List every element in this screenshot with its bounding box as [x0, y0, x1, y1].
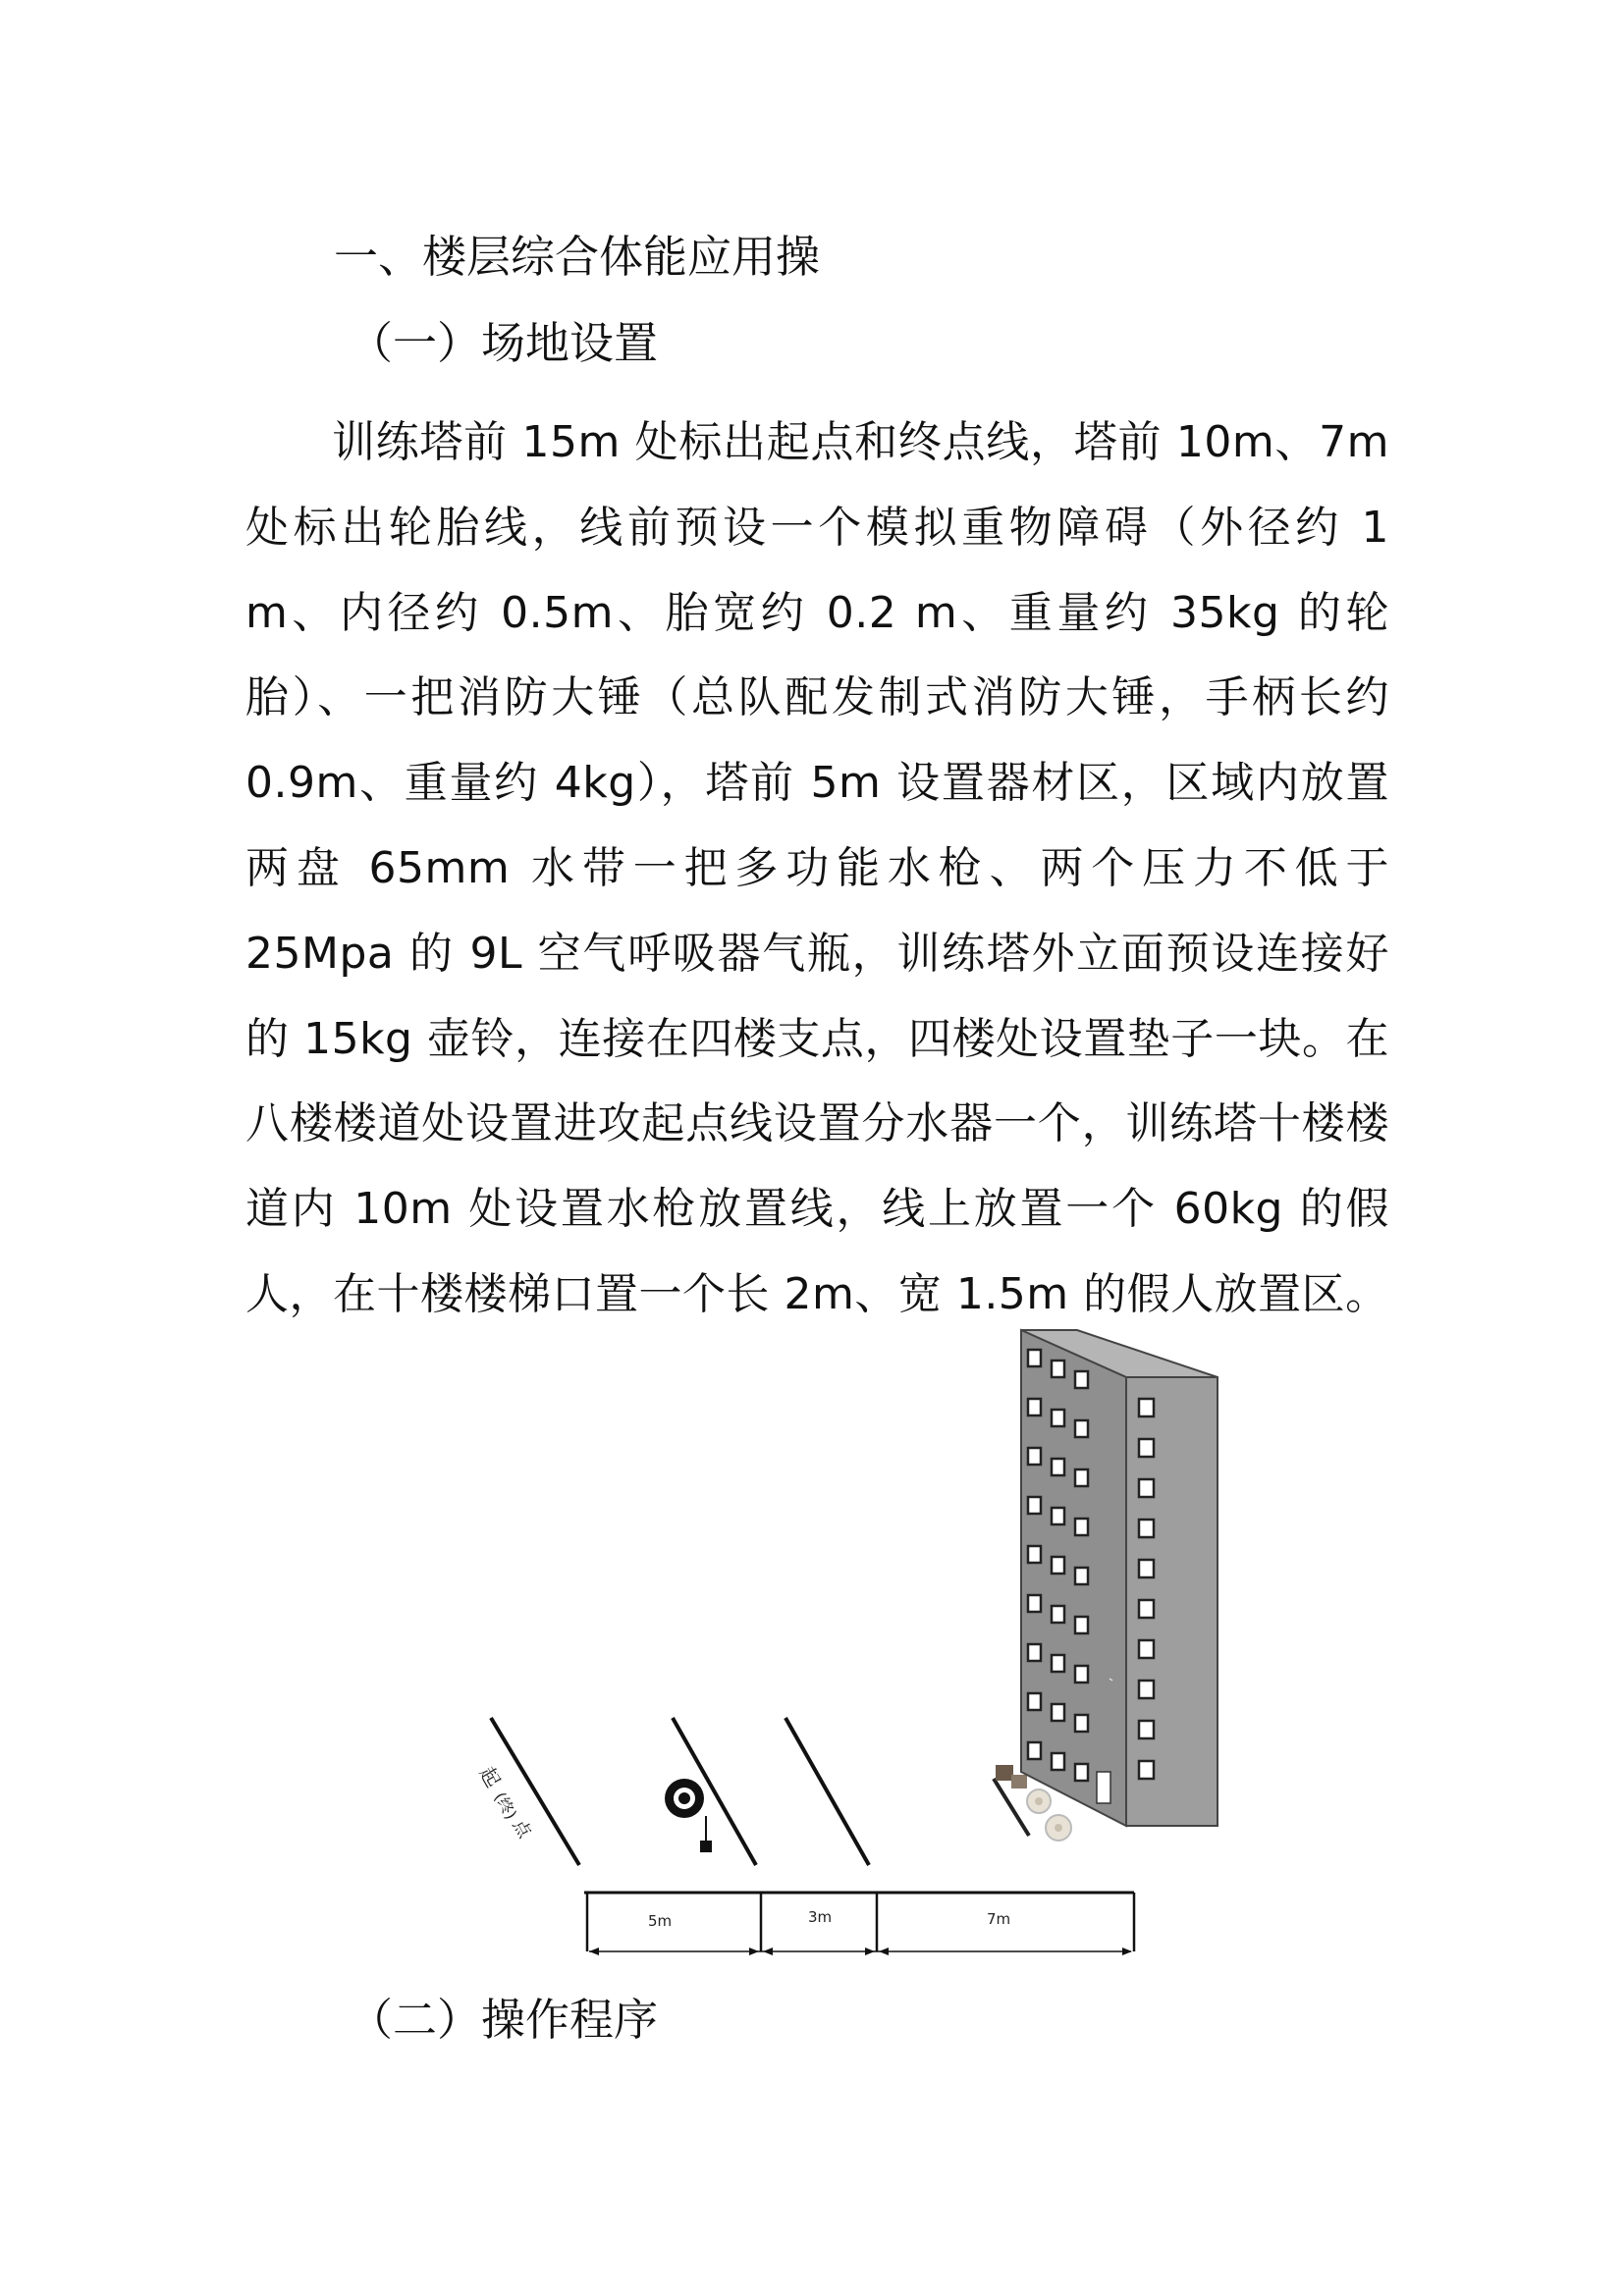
building-window	[1052, 1606, 1064, 1623]
dimension-bar	[584, 1893, 1134, 1955]
building-window	[1139, 1399, 1154, 1416]
building-window	[1075, 1715, 1088, 1732]
start-label-char-2: (终)	[490, 1789, 521, 1823]
building-window	[1139, 1600, 1154, 1618]
building-window	[1052, 1410, 1064, 1426]
building-window	[1052, 1361, 1064, 1377]
building-window	[1028, 1546, 1041, 1563]
building-window	[1028, 1399, 1041, 1415]
building-window	[1052, 1753, 1064, 1770]
building-door	[1097, 1772, 1110, 1803]
training-site-diagram	[0, 1315, 1624, 1983]
building-window	[1052, 1459, 1064, 1475]
building-window	[1028, 1350, 1041, 1366]
building-window	[1139, 1761, 1154, 1779]
dimension-label-5m: 5m	[648, 1912, 673, 1930]
subsection-heading-site-setup: （一）场地设置	[349, 317, 659, 369]
building-window	[1139, 1439, 1154, 1457]
building-window	[1052, 1557, 1064, 1574]
building-window	[1028, 1693, 1041, 1710]
section-heading: 一、楼层综合体能应用操	[334, 231, 821, 283]
building-window	[1028, 1448, 1041, 1465]
tire-icon	[665, 1779, 704, 1818]
building-window	[1075, 1666, 1088, 1682]
building-window	[1028, 1742, 1041, 1759]
dimension-label-3m: 3m	[808, 1908, 833, 1926]
building-window	[1075, 1420, 1088, 1437]
building-window	[1139, 1721, 1154, 1738]
building-window	[1052, 1655, 1064, 1672]
dimension-label-7m: 7m	[987, 1910, 1011, 1928]
training-tower-building	[1021, 1330, 1218, 1826]
site-setup-paragraph: 训练塔前 15m 处标出起点和终点线，塔前 10m、7m 处标出轮胎线，线前预设一个模拟重物障碍（外径约 1 m、内径约 0.5m、胎宽约 0.2 m、重量约 35kg 的轮胎）、一把消防大锤（总队配发制式消防大锤，手柄长约 0.9m、重量约 4kg），塔前 5m 设置器材区，区域内放置两盘 65mm 水带一把多功能水枪、两个压力不低于 25Mpa 的 9L 空气呼吸器气瓶，训练塔外立面预设连接好的 15kg 壶铃，连接在四楼支点，四楼处设置垫子一块。在八楼楼道处设置进攻起点线设置分水器一个，训练塔十楼楼道内 10m 处设置水枪放置线，线上放置一个 60kg 的假人，在十楼楼梯口置一个长 2m、宽 1.5m 的假人放置区。	[245, 417, 1389, 1319]
building-window	[1139, 1479, 1154, 1497]
start-label-char-1: 起	[474, 1762, 506, 1791]
building-window	[1075, 1764, 1088, 1781]
building-window	[1052, 1508, 1064, 1524]
building-window	[1028, 1595, 1041, 1612]
building-window	[1139, 1560, 1154, 1577]
building-window	[1052, 1704, 1064, 1721]
building-window	[1139, 1681, 1154, 1698]
building-window	[1075, 1617, 1088, 1633]
building-window	[1028, 1644, 1041, 1661]
building-window	[1075, 1469, 1088, 1486]
hammer-icon	[700, 1816, 712, 1852]
building-window	[1075, 1568, 1088, 1584]
diagram-svg	[0, 1315, 1624, 1983]
tire-line-7m	[785, 1718, 869, 1865]
building-window	[1139, 1520, 1154, 1537]
building-window	[1028, 1497, 1041, 1514]
subsection-heading-procedure: （二）操作程序	[349, 1994, 659, 2046]
building-window	[1139, 1640, 1154, 1658]
start-label-char-3: 点	[508, 1816, 535, 1842]
building-window	[1075, 1519, 1088, 1535]
building-window	[1075, 1371, 1088, 1388]
